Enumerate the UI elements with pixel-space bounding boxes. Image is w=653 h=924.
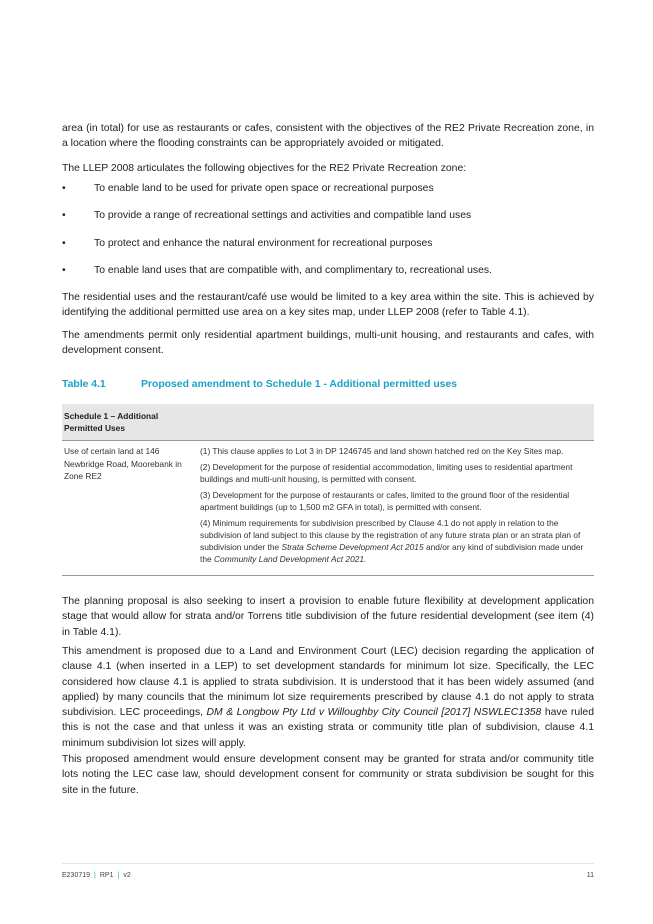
footer-separator: | xyxy=(117,872,120,879)
page-footer xyxy=(62,863,594,879)
table-title: Proposed amendment to Schedule 1 - Additional permitted uses xyxy=(141,379,458,390)
cell-text: Use of certain land at 146 Newbridge Road, Moorebank in Zone RE2 xyxy=(64,446,182,481)
clause-3: (3) Development for the purpose of restaurants or cafes, limited to the ground floor of the residential apartment buildings (up to 1,500 m2 GFA in total), is permitted with consent. xyxy=(200,489,570,512)
clause-1: (1) This clause applies to Lot 3 in DP 1246745 and land shown hatched red on the Key Sites map. xyxy=(200,446,564,457)
paragraph-flexibility: The planning proposal is also seeking to insert a provision to enable future flexibility at development application stage that would allow for strata and/or Torrens title subdivision of the future residential development (see item (4) in Table 4.1). xyxy=(62,596,594,638)
list-item xyxy=(62,236,594,263)
bullet-icon: • xyxy=(62,183,66,194)
paragraph-text: consistent with the objectives of the RE2 Private Recreation zone, in a location where the flooding constraints can be appropriately avoided or mitigated. xyxy=(62,123,594,150)
clause-2: (2) Development for the purpose of residential accommodation, limiting uses to residential apartment buildings and multi-unit housing, is permitted with consent. xyxy=(200,462,573,485)
header-text: Schedule 1 – Additional Permitted Uses xyxy=(64,411,159,434)
clause-4 xyxy=(200,517,592,566)
table-row xyxy=(62,441,594,575)
case-citation: DM & Longbow Pty Ltd v Willoughby City Council [2017] NSWLEC1358 xyxy=(206,707,542,719)
paragraph-key-area: The residential uses and the restaurant/café use would be limited to a key area within the site. This is achieved by identifying the additional permitted use area on a key sites map, under LLEP 2008 (refer to Table 4.1). xyxy=(62,292,594,319)
list-item-text: To enable land to be used for private open space or recreational purposes xyxy=(94,183,434,194)
table-header-row xyxy=(62,404,594,441)
act-name: Community Land Development Act 2021. xyxy=(213,554,367,565)
paragraph-amendments: The amendments permit only residential apartment buildings, multi-unit housing, and restaurants and cafes, with development consent. xyxy=(62,330,594,357)
clause-text: and/or any kind of subdivision made under the xyxy=(200,542,584,565)
bullet-icon: • xyxy=(62,237,66,249)
clause-text: (4) Minimum requirements for subdivision prescribed by Clause 4.1 do not apply in relation to the subdivision of land subject to this clause by the registration of any future strata plan or an strata plan of subdivision under the xyxy=(200,517,581,552)
table-number: Table 4.1 xyxy=(62,379,106,390)
list-item-text: To provide a range of recreational settings and activities and compatible land uses xyxy=(94,210,472,222)
table-cell-label xyxy=(62,441,198,575)
paragraph-lec-decision xyxy=(62,644,594,751)
bullet-icon: • xyxy=(62,265,66,277)
page-number: 11 xyxy=(586,872,594,879)
version: v2 xyxy=(123,872,131,879)
table-cell-clauses xyxy=(198,441,594,575)
paragraph-text: have ruled this is not the case and that unless it was an existing strata or community title plan of subdivision, clause 4.1 minimum subdivision lot sizes will apply. xyxy=(62,707,594,749)
act-name: Strata Scheme Development Act 2015 xyxy=(281,542,424,552)
footer-separator: | xyxy=(94,872,96,879)
table-header-cell-empty xyxy=(198,404,594,441)
document-id: E230719 xyxy=(62,872,91,879)
list-item xyxy=(62,208,594,235)
objectives-list xyxy=(62,181,594,291)
list-item xyxy=(62,263,594,290)
bullet-icon: • xyxy=(62,210,66,222)
paragraph-restaurant-area xyxy=(62,121,594,152)
report-id: RP1 xyxy=(99,872,114,879)
table-caption xyxy=(62,379,457,390)
list-item-text: To protect and enhance the natural environment for recreational purposes xyxy=(94,237,433,249)
paragraph-objectives-intro: The LLEP 2008 articulates the following objectives for the RE2 Private Recreation zone: xyxy=(62,163,467,174)
paragraph-consent: This proposed amendment would ensure development consent may be granted for strata and/or community title lots noting the LEC case law, should development consent for community or strata subdivision be sought for this site in the future. xyxy=(62,754,594,796)
list-item xyxy=(62,181,594,208)
table-header-cell xyxy=(62,404,198,441)
paragraph-text: This amendment is proposed due to a Land and Environment Court (LEC) decision regarding the application of clause 4.1 (when inserted in a LEP) to set development standards for minimum lot size. Specifically, the LEC considered how clause 4.1 is applied to strata subdivision. It is understood that it has been widely assumed (and applied) by many councils that the minimum lot size requirements prescribed by clause 4.1 do not apply to strata subdivision. LEC proceedings, xyxy=(62,646,594,719)
paragraph-text: area (in total) for use as restaurants or cafes, xyxy=(62,123,276,134)
schedule-table xyxy=(62,404,594,576)
list-item-text: To enable land uses that are compatible with, and complimentary to, recreational uses. xyxy=(94,265,492,277)
